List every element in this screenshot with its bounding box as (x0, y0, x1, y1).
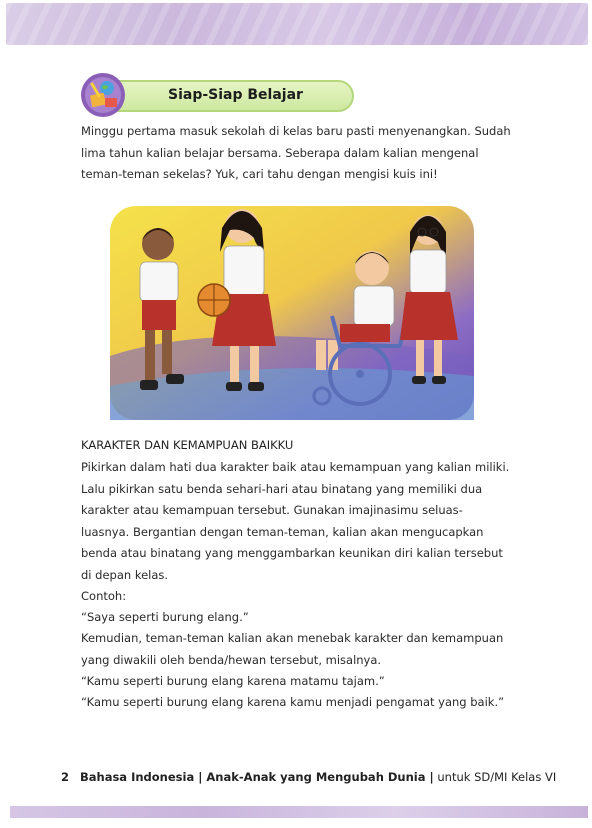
bottom-decorative-band (10, 806, 588, 818)
example-answer-1: “Kamu seperti burung elang karena matamu tajam.” (81, 674, 385, 688)
section-header (80, 72, 352, 118)
example-quote: “Saya seperti burung elang.” (81, 610, 249, 624)
page-number: 2 (61, 770, 70, 784)
school-supplies-icon (80, 72, 126, 118)
example-followup: Kemudian, teman-teman kalian akan menebak karakter dan kemampuan yang diwakili oleh benda/hewan tersebut, misalnya. (81, 631, 504, 667)
intro-paragraph: Minggu pertama masuk sekolah di kelas baru pasti menyenangkan. Sudah lima tahun kalian belajar bersama. Seberapa dalam kalian mengenal teman-teman sekelas? Yuk, cari tahu dengan mengisi kuis ini! (81, 124, 511, 181)
example-label: Contoh: (81, 589, 127, 603)
activity-heading: KARAKTER DAN KEMAMPUAN BAIKKU (81, 438, 294, 452)
book-title: Bahasa Indonesia | Anak-Anak yang Mengubah Dunia | (79, 770, 434, 784)
page-footer (61, 770, 556, 784)
students-illustration (110, 206, 474, 420)
section-title: Siap-Siap Belajar (168, 87, 303, 103)
activity-paragraph: Pikirkan dalam hati dua karakter baik atau kemampuan yang kalian miliki. Lalu pikirkan satu benda sehari-hari atau binatang yang memiliki dua karakter atau kemampuan tersebut. Gunakan imajinasimu seluas-luasnya. Bergantian dengan teman-teman, kalian akan mengucapkan benda atau binatang yang menggambarkan keunikan diri kalian tersebut di depan kelas. (81, 460, 510, 582)
top-decorative-band (6, 3, 588, 45)
grade-label: untuk SD/MI Kelas VI (433, 770, 557, 784)
example-answer-2: “Kamu seperti burung elang karena kamu menjadi pengamat yang baik.” (81, 695, 505, 709)
